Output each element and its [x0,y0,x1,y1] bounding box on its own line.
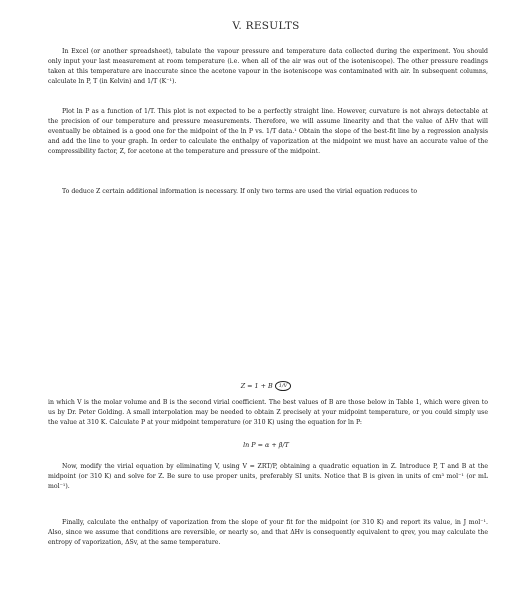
paragraph-tabulate: In Excel (or another spreadsheet), tabulate the vapour pressure and temperature data collected during the experiment. You should only input your last measurement at room temperature (i.e. when all of the air was out of the isoteniscope). The other pressure readings taken at this temperature are inaccurate since the acetone vapour in the isoteniscope was contaminated with air. In subsequent columns, calculate ln P, T (in Kelvin) and 1/T (K⁻¹). [48,48,488,85]
paragraph-deduce-z: To deduce Z certain additional information is necessary. If only two terms are used the virial equation reduces to [62,188,418,195]
paragraph-enthalpy: Finally, calculate the enthalpy of vaporization from the slope of your fit for the midpoint (or 310 K) and report its value, in J mol⁻¹. Also, since we assume that conditions are reversible, or nearly so, and that ΔHv is consequently equivalent to qrev, you may calculate the entropy of vaporization, ΔSv, at the same temperature. [48,519,488,546]
paragraph-molar-volume: in which V is the molar volume and B is the second virial coefficient. The best values of B are those below in Table 1, which were given to us by Dr. Peter Golding. A small interpolation may be needed to obtain Z precisely at your midpoint temperature, or you could simply use the value at 310 K. Calculate P at your midpoint temperature (or 310 K) using the equation for ln P: [48,399,488,426]
paragraph-modify-virial: Now, modify the virial equation by eliminating V, using V = ZRT/P, obtaining a quadratic equation in Z. Introduce P, T and B at the midpoint (or 310 K) and solve for Z. Be sure to use proper units, preferably SI units. Notice that B is given in units of cm³ mol⁻¹ (or mL mol⁻¹). [48,463,488,490]
section-heading: V. RESULTS [232,20,300,32]
paragraph-plot: Plot ln P as a function of 1/T. This plot is not expected to be a perfectly straight line. However, curvature is not always detectable at the precision of our temperature and pressure measurements. Therefore, we will assume linearity and that the value of ΔHv that will eventually be obtained is a good one for the midpoint of the ln P vs. 1/T data.¹ Obtain the slope of the best-fit line by a regression analysis and add the line to your graph. In order to calculate the enthalpy of vaporization at the midpoint we must have an accurate value of the compressibility factor, Z, for acetone at the temperature and pressure of the midpoint. [48,108,488,155]
virial-equation-fraction: 1/V [275,381,291,391]
lnp-equation: ln P = α + β/T [243,441,289,449]
virial-equation [0,381,532,391]
virial-equation-lhs: Z = 1 + B [240,382,273,390]
